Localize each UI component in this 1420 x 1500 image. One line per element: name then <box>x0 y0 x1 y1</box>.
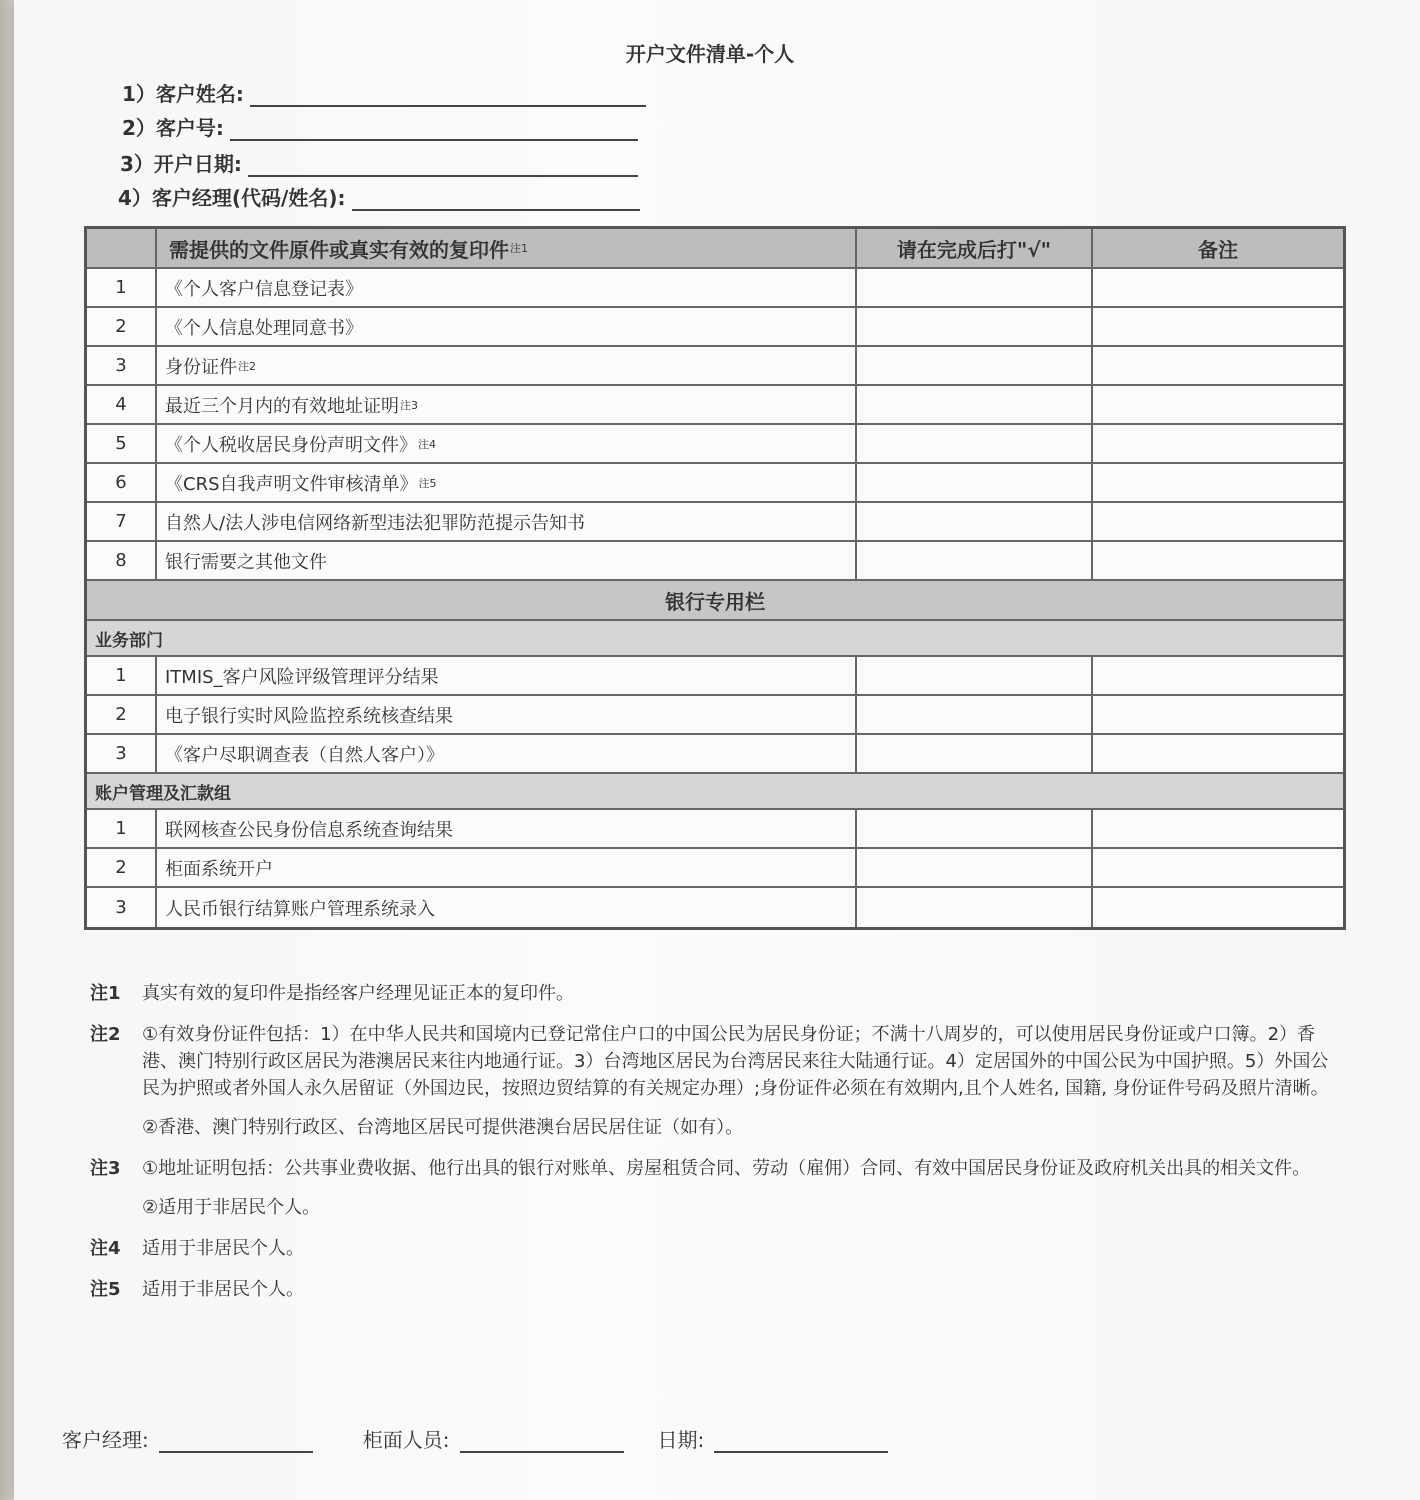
row-document: ITMIS_客户风险评级管理评分结果 <box>157 657 857 694</box>
note-paragraph: 适用于非居民个人。 <box>142 1238 304 1259</box>
row-document: 柜面系统开户 <box>157 849 857 886</box>
row-check-cell[interactable] <box>857 657 1093 694</box>
row-document: 《客户尽职调查表（自然人客户）》 <box>157 735 857 772</box>
row-document <box>157 308 857 345</box>
table-row <box>87 464 1343 503</box>
customer-name-field[interactable] <box>250 81 646 107</box>
note-paragraph: ②适用于非居民个人。 <box>142 1197 321 1218</box>
note-paragraph: ①有效身份证件包括：1）在中华人民共和国境内已登记常住户口的中国公民为居民身份证；不满十八周岁的，可以使用居民身份证或户口簿。2）香港、澳门特别行政区居民为港澳居民来往内地通行证。3）台湾地区居民为台湾居民来往大陆通行证。4）定居国外的中国公民为中国护照。5）外国公民为护照或者外国人永久居留证（外国边民，按照边贸结算的有关规定办理）;身份证件必须在有效期内,且个人姓名, 国籍, 身份证件号码及照片清晰。 <box>142 1024 1329 1099</box>
row-remark-cell[interactable] <box>1093 347 1343 384</box>
row-remark-cell[interactable] <box>1093 425 1343 462</box>
info-open-date <box>120 148 638 177</box>
info-label: 1）客户姓名: <box>122 82 244 106</box>
account-group-header: 账户管理及汇款组 <box>87 774 1343 810</box>
row-document-note: 注5 <box>418 476 437 490</box>
note-2 <box>90 1021 1340 1141</box>
note-paragraph: ②香港、澳门特别行政区、台湾地区居民可提供港澳台居民居住证（如有）。 <box>142 1117 744 1138</box>
row-document-label: 《个人税收居民身份声明文件》 <box>165 434 417 456</box>
row-check-cell[interactable] <box>857 849 1093 886</box>
row-num: 2 <box>87 849 157 886</box>
note-5 <box>90 1276 1340 1303</box>
notes-section <box>90 980 1340 1317</box>
signature-label: 客户经理: <box>62 1428 149 1452</box>
row-document-note: 注3 <box>400 398 418 412</box>
row-document <box>157 386 857 423</box>
info-label: 4）客户经理(代码/姓名): <box>118 186 346 210</box>
page-edge-shadow <box>0 0 14 1500</box>
table-row <box>87 503 1343 542</box>
row-remark-cell[interactable] <box>1093 308 1343 345</box>
row-remark-cell[interactable] <box>1093 269 1343 306</box>
row-document <box>157 269 857 306</box>
row-document <box>157 464 857 501</box>
customer-number-field[interactable] <box>230 115 638 141</box>
table-row <box>87 810 1343 849</box>
row-num: 2 <box>87 696 157 733</box>
note-tag: 注1 <box>90 983 121 1004</box>
table-row <box>87 347 1343 386</box>
row-num: 5 <box>87 425 157 462</box>
note-tag: 注5 <box>90 1279 121 1300</box>
info-account-manager <box>118 182 640 211</box>
table-header <box>87 229 1343 269</box>
note-body <box>142 1276 304 1303</box>
table-row <box>87 657 1343 696</box>
note-paragraph: 真实有效的复印件是指经客户经理见证正本的复印件。 <box>142 983 574 1004</box>
note-body <box>142 1155 1310 1221</box>
row-check-cell[interactable] <box>857 347 1093 384</box>
info-customer-name <box>122 78 646 107</box>
row-num: 7 <box>87 503 157 540</box>
row-check-cell[interactable] <box>857 542 1093 579</box>
row-num: 3 <box>87 888 157 927</box>
row-document-label: 《个人客户信息登记表》 <box>165 278 363 300</box>
header-num-cell <box>87 229 157 267</box>
note-tag: 注2 <box>90 1024 121 1045</box>
table-row <box>87 425 1343 464</box>
account-manager-field[interactable] <box>352 185 640 211</box>
date-signature-field[interactable] <box>714 1427 888 1453</box>
row-num: 8 <box>87 542 157 579</box>
row-remark-cell[interactable] <box>1093 657 1343 694</box>
table-row <box>87 308 1343 347</box>
note-body <box>142 980 574 1007</box>
row-check-cell[interactable] <box>857 308 1093 345</box>
open-date-field[interactable] <box>248 151 638 177</box>
row-remark-cell[interactable] <box>1093 849 1343 886</box>
row-document: 人民币银行结算账户管理系统录入 <box>157 888 857 927</box>
row-document: 联网核查公民身份信息系统查询结果 <box>157 810 857 847</box>
account-manager-signature-field[interactable] <box>159 1427 313 1453</box>
note-paragraph: 适用于非居民个人。 <box>142 1279 304 1300</box>
row-document-label: 身份证件 <box>165 356 237 378</box>
note-paragraph: ①地址证明包括：公共事业费收据、他行出具的银行对账单、房屋租赁合同、劳动（雇佣）合同、有效中国居民身份证及政府机关出具的相关文件。 <box>142 1158 1311 1179</box>
table-row <box>87 849 1343 888</box>
row-document <box>157 542 857 579</box>
row-document-label: 银行需要之其他文件 <box>165 551 327 573</box>
row-check-cell[interactable] <box>857 464 1093 501</box>
row-num: 3 <box>87 347 157 384</box>
row-num: 6 <box>87 464 157 501</box>
row-document: 电子银行实时风险监控系统核查结果 <box>157 696 857 733</box>
note-tag: 注3 <box>90 1158 121 1179</box>
row-num: 1 <box>87 810 157 847</box>
header-documents <box>157 229 857 267</box>
header-remark: 备注 <box>1198 237 1238 262</box>
row-document-label: 《CRS自我声明文件审核清单》 <box>165 473 418 495</box>
note-tag: 注4 <box>90 1238 121 1259</box>
header-check: 请在完成后打"√" <box>857 229 1093 267</box>
table-row <box>87 542 1343 581</box>
row-document <box>157 503 857 540</box>
teller-signature-field[interactable] <box>460 1427 624 1453</box>
note-body <box>142 1021 1340 1141</box>
row-document-label: 自然人/法人涉电信网络新型违法犯罪防范提示告知书 <box>165 512 586 534</box>
table-row <box>87 696 1343 735</box>
table-row <box>87 386 1343 425</box>
note-body <box>142 1235 304 1262</box>
row-remark-cell[interactable] <box>1093 464 1343 501</box>
row-remark-cell[interactable] <box>1093 386 1343 423</box>
row-num: 2 <box>87 308 157 345</box>
row-num: 1 <box>87 657 157 694</box>
row-document <box>157 347 857 384</box>
table-row <box>87 735 1343 774</box>
signature-label: 日期: <box>657 1428 705 1452</box>
business-dept-header: 业务部门 <box>87 621 1343 657</box>
row-check-cell[interactable] <box>857 810 1093 847</box>
row-document-note: 注4 <box>418 437 436 451</box>
row-check-cell[interactable] <box>857 386 1093 423</box>
row-check-cell[interactable] <box>857 503 1093 540</box>
row-document-label: 《个人信息处理同意书》 <box>165 317 363 339</box>
bank-section-header: 银行专用栏 <box>87 581 1343 621</box>
info-customer-number <box>122 112 638 141</box>
row-remark-cell[interactable] <box>1093 542 1343 579</box>
row-num: 1 <box>87 269 157 306</box>
signature-label: 柜面人员: <box>362 1428 450 1452</box>
document-title: 开户文件清单-个人 <box>625 42 795 66</box>
row-document-label: 最近三个月内的有效地址证明 <box>165 395 399 417</box>
row-remark-cell[interactable] <box>1093 696 1343 733</box>
row-remark-cell[interactable] <box>1093 503 1343 540</box>
row-check-cell[interactable] <box>857 425 1093 462</box>
row-document <box>157 425 857 462</box>
row-check-cell[interactable] <box>857 735 1093 772</box>
header-documents-note: 注1 <box>510 242 528 255</box>
note-1 <box>90 980 1340 1007</box>
table-row <box>87 888 1343 927</box>
row-check-cell[interactable] <box>857 269 1093 306</box>
header-documents-label: 需提供的文件原件或真实有效的复印件 <box>169 237 509 262</box>
row-document-note: 注2 <box>238 359 256 373</box>
row-remark-cell[interactable] <box>1093 888 1343 927</box>
row-num: 3 <box>87 735 157 772</box>
note-3 <box>90 1155 1340 1221</box>
document-checklist-table <box>84 226 1346 930</box>
row-check-cell[interactable] <box>857 888 1093 927</box>
row-check-cell[interactable] <box>857 696 1093 733</box>
note-4 <box>90 1235 1340 1262</box>
table-row <box>87 269 1343 308</box>
info-label: 2）客户号: <box>122 116 224 140</box>
info-label: 3）开户日期: <box>120 152 242 176</box>
row-remark-cell[interactable] <box>1093 735 1343 772</box>
row-num: 4 <box>87 386 157 423</box>
signature-row <box>62 1424 888 1453</box>
row-remark-cell[interactable] <box>1093 810 1343 847</box>
